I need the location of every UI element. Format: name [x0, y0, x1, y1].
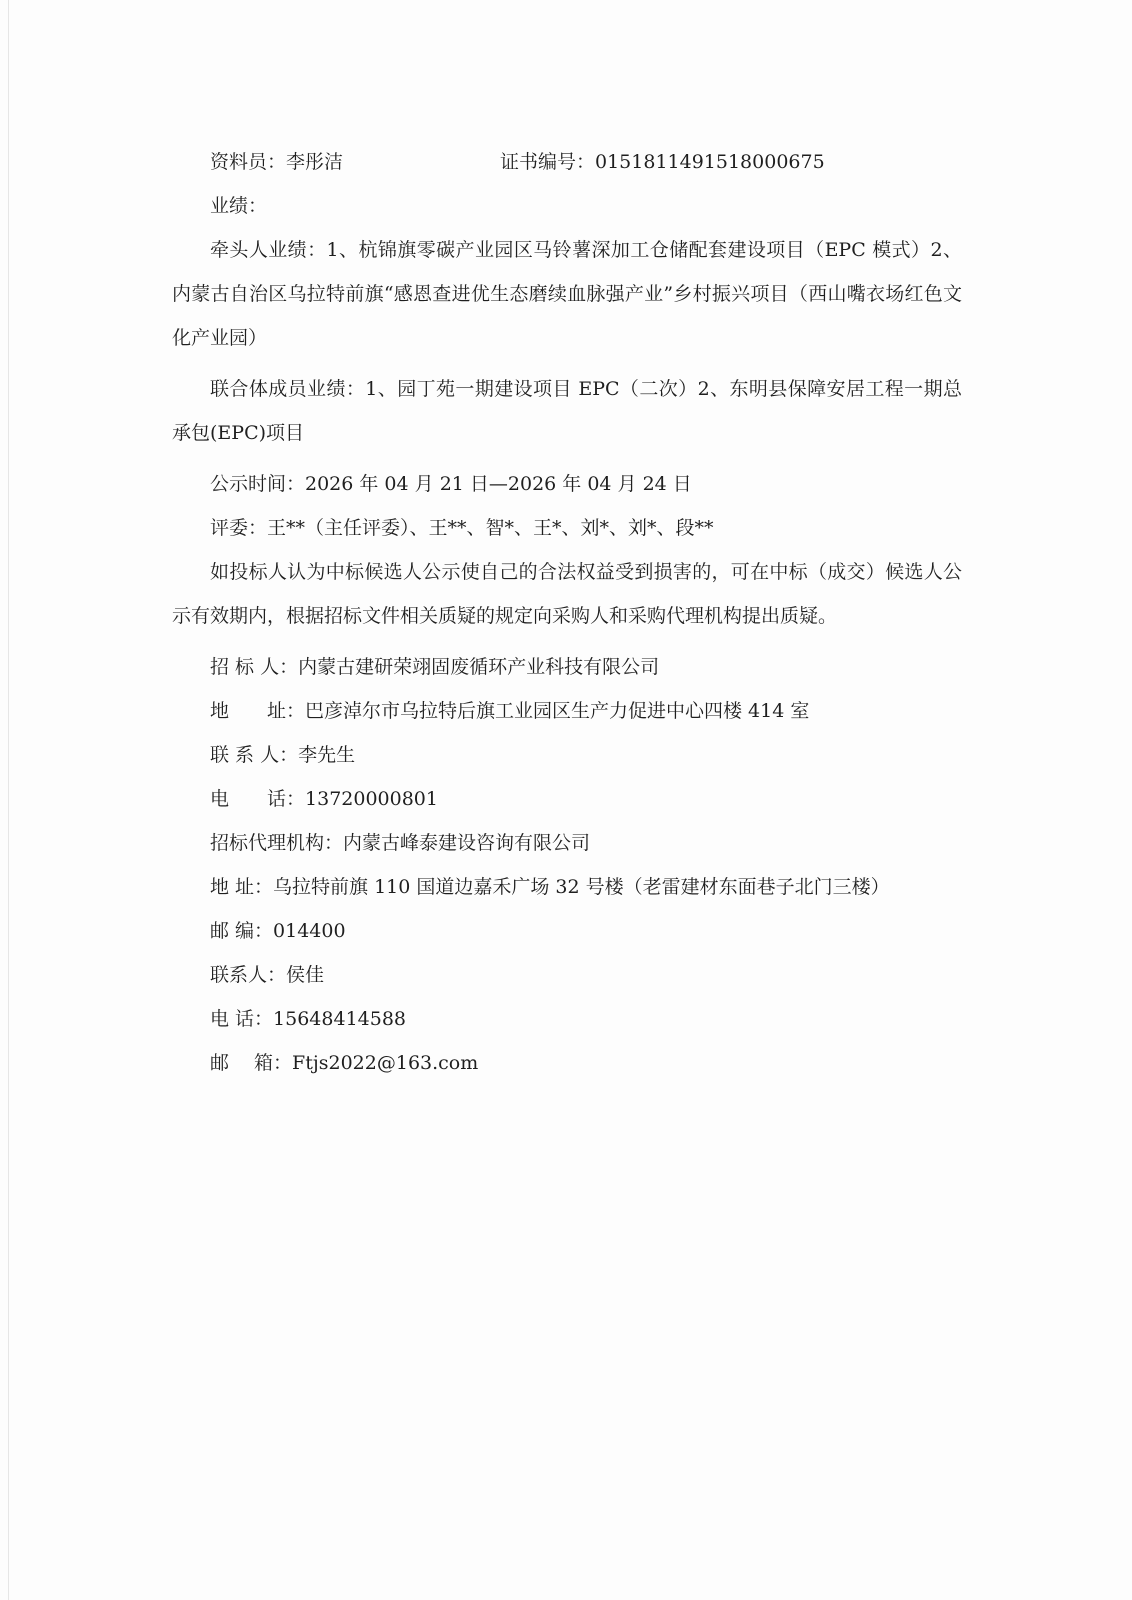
agency-address-line: 地 址：乌拉特前旗 110 国道边嘉禾广场 32 号楼（老雷建材东面巷子北门三楼） [210, 876, 890, 898]
tenderer-contact-label: 联 系 人： [210, 744, 299, 766]
tenderer-phone: 13720000801 [305, 788, 438, 810]
agency-phone-line: 电 话：15648414588 [210, 1008, 407, 1030]
certificate-number: 证书编号：0151811491518000675 [500, 151, 825, 173]
agency-email-label: 邮 箱： [210, 1052, 293, 1074]
tenderer-name-label: 招 标 人： [210, 656, 299, 678]
tenderer-address-label: 地 址： [210, 700, 306, 722]
publicity-time: 公示时间：2026 年 04 月 21 日—2026 年 04 月 24 日 [210, 473, 692, 495]
scan-edge-line [8, 0, 9, 1600]
agency-contact-line: 联系人：侯佳 [210, 964, 325, 986]
agency-name-line: 招标代理机构：内蒙古峰泰建设咨询有限公司 [210, 832, 591, 854]
member-achievements: 联合体成员业绩：1、园丁苑一期建设项目 EPC（二次）2、东明县保障安居工程一期总承包(EPC)项目 [172, 378, 962, 444]
tenderer-address-line [172, 696, 962, 726]
agency-email: Ftjs2022@163.com [292, 1052, 479, 1074]
lead-achievements: 牵头人业绩：1、杭锦旗零碳产业园区马铃薯深加工仓储配套建设项目（EPC 模式）2、内蒙古自治区乌拉特前旗“感恩查进优生态磨续血脉强产业”乡村振兴项目（西山嘴衣场红色文化产业园） [172, 239, 962, 349]
staff-label: 资料员：李彤洁 [210, 151, 344, 173]
tenderer-name-line [172, 652, 962, 682]
tenderer-contact-line [172, 740, 962, 770]
objection-notice: 如投标人认为中标候选人公示使自己的合法权益受到损害的，可在中标（成交）候选人公示有效期内，根据招标文件相关质疑的规定向采购人和采购代理机构提出质疑。 [172, 561, 962, 627]
agency-email-line [172, 1048, 962, 1078]
tenderer-phone-label: 电 话： [210, 788, 306, 810]
tenderer-phone-line [172, 784, 962, 814]
reviewers: 评委：王**（主任评委）、王**、智*、王*、刘*、刘*、段** [210, 517, 714, 539]
staff-line [172, 147, 962, 177]
achievements-heading: 业绩： [210, 195, 268, 217]
tenderer-address: 巴彦淖尔市乌拉特后旗工业园区生产力促进中心四楼 414 室 [305, 700, 810, 722]
tenderer-name: 内蒙古建研荣翊固废循环产业科技有限公司 [298, 656, 660, 678]
document-body [172, 147, 962, 1092]
tenderer-contact: 李先生 [298, 744, 356, 766]
agency-postcode-line: 邮 编：014400 [210, 920, 346, 942]
